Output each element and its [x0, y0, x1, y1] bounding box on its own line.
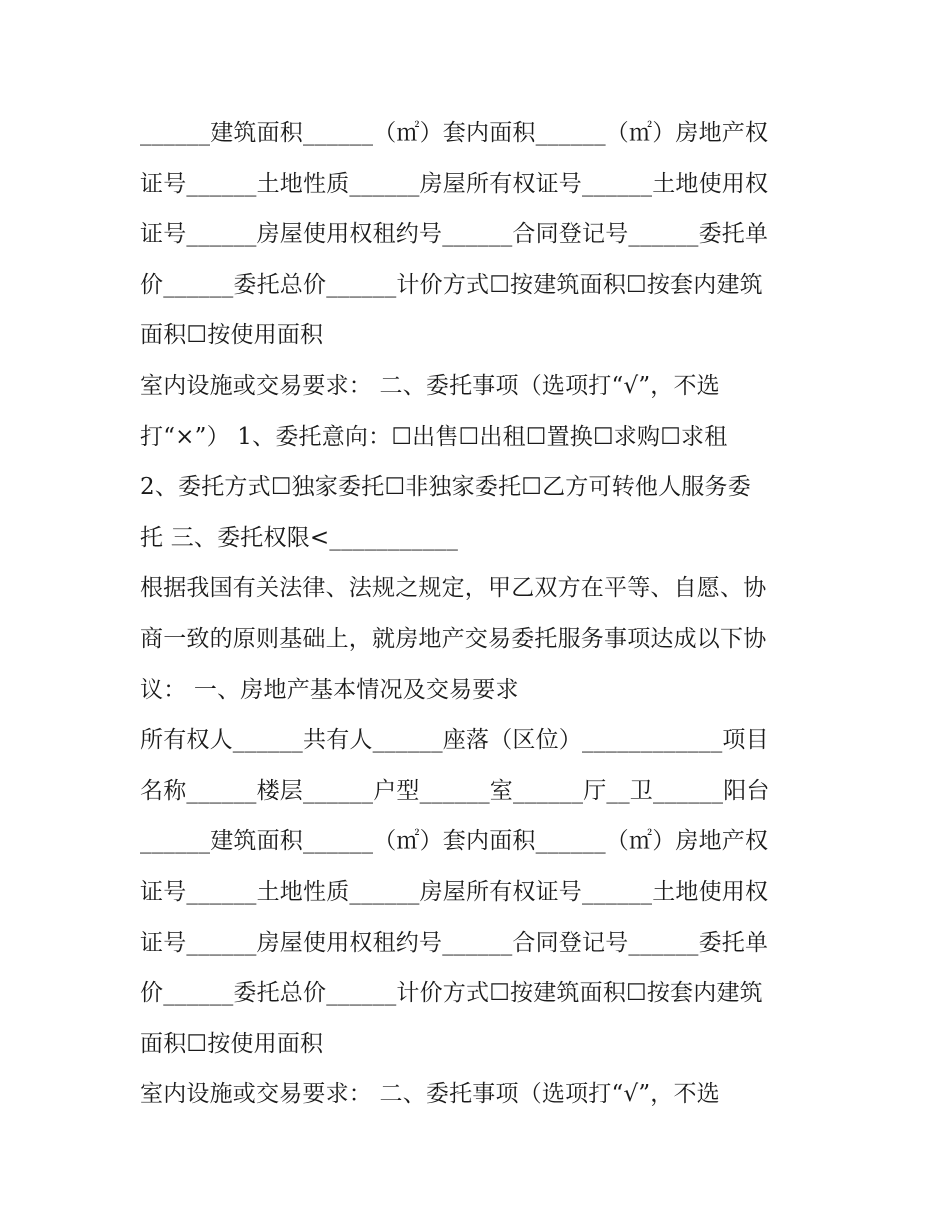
text-line: 室内设施或交易要求： 二、委托事项（选项打“√”，不选 [140, 1081, 720, 1108]
text-line: 证号______土地性质______房屋所有权证号______土地使用权 [140, 170, 769, 197]
text-line: 名称______楼层______户型______室______厅__卫______阳台 [140, 777, 770, 804]
document-body [140, 108, 820, 1120]
text-line: 价______委托总价______计价方式☐按建筑面积☐按套内建筑 [140, 980, 763, 1007]
text-line: 托 三、委托权限<___________ [140, 524, 459, 551]
text-line: 商一致的原则基础上，就房地产交易委托服务事项达成以下协 [140, 625, 767, 652]
text-line: 证号______土地性质______房屋所有权证号______土地使用权 [140, 878, 769, 905]
text-line: 面积☐按使用面积 [140, 322, 324, 349]
text-line: 根据我国有关法律、法规之规定，甲乙双方在平等、自愿、协 [140, 575, 767, 602]
text-line: 证号______房屋使用权租约号______合同登记号______委托单 [140, 221, 769, 248]
text-line: 室内设施或交易要求： 二、委托事项（选项打“√”，不选 [140, 372, 720, 399]
text-line: 面积☐按使用面积 [140, 1030, 324, 1057]
text-line: 证号______房屋使用权租约号______合同登记号______委托单 [140, 929, 769, 956]
text-line: 2、委托方式☐独家委托☐非独家委托☐乙方可转他人服务委 [140, 474, 751, 501]
text-line: 打“×”） 1、委托意向：☐出售☐出租☐置换☐求购☐求租 [140, 423, 728, 450]
text-line: 价______委托总价______计价方式☐按建筑面积☐按套内建筑 [140, 271, 763, 298]
text-line: ______建筑面积______（㎡）套内面积______（㎡）房地产权 [140, 120, 769, 146]
text-line: 议： 一、房地产基本情况及交易要求 [140, 676, 519, 703]
text-line: 所有权人______共有人______座落（区位）____________项目 [140, 727, 769, 754]
text-line: ______建筑面积______（㎡）套内面积______（㎡）房地产权 [140, 828, 769, 855]
